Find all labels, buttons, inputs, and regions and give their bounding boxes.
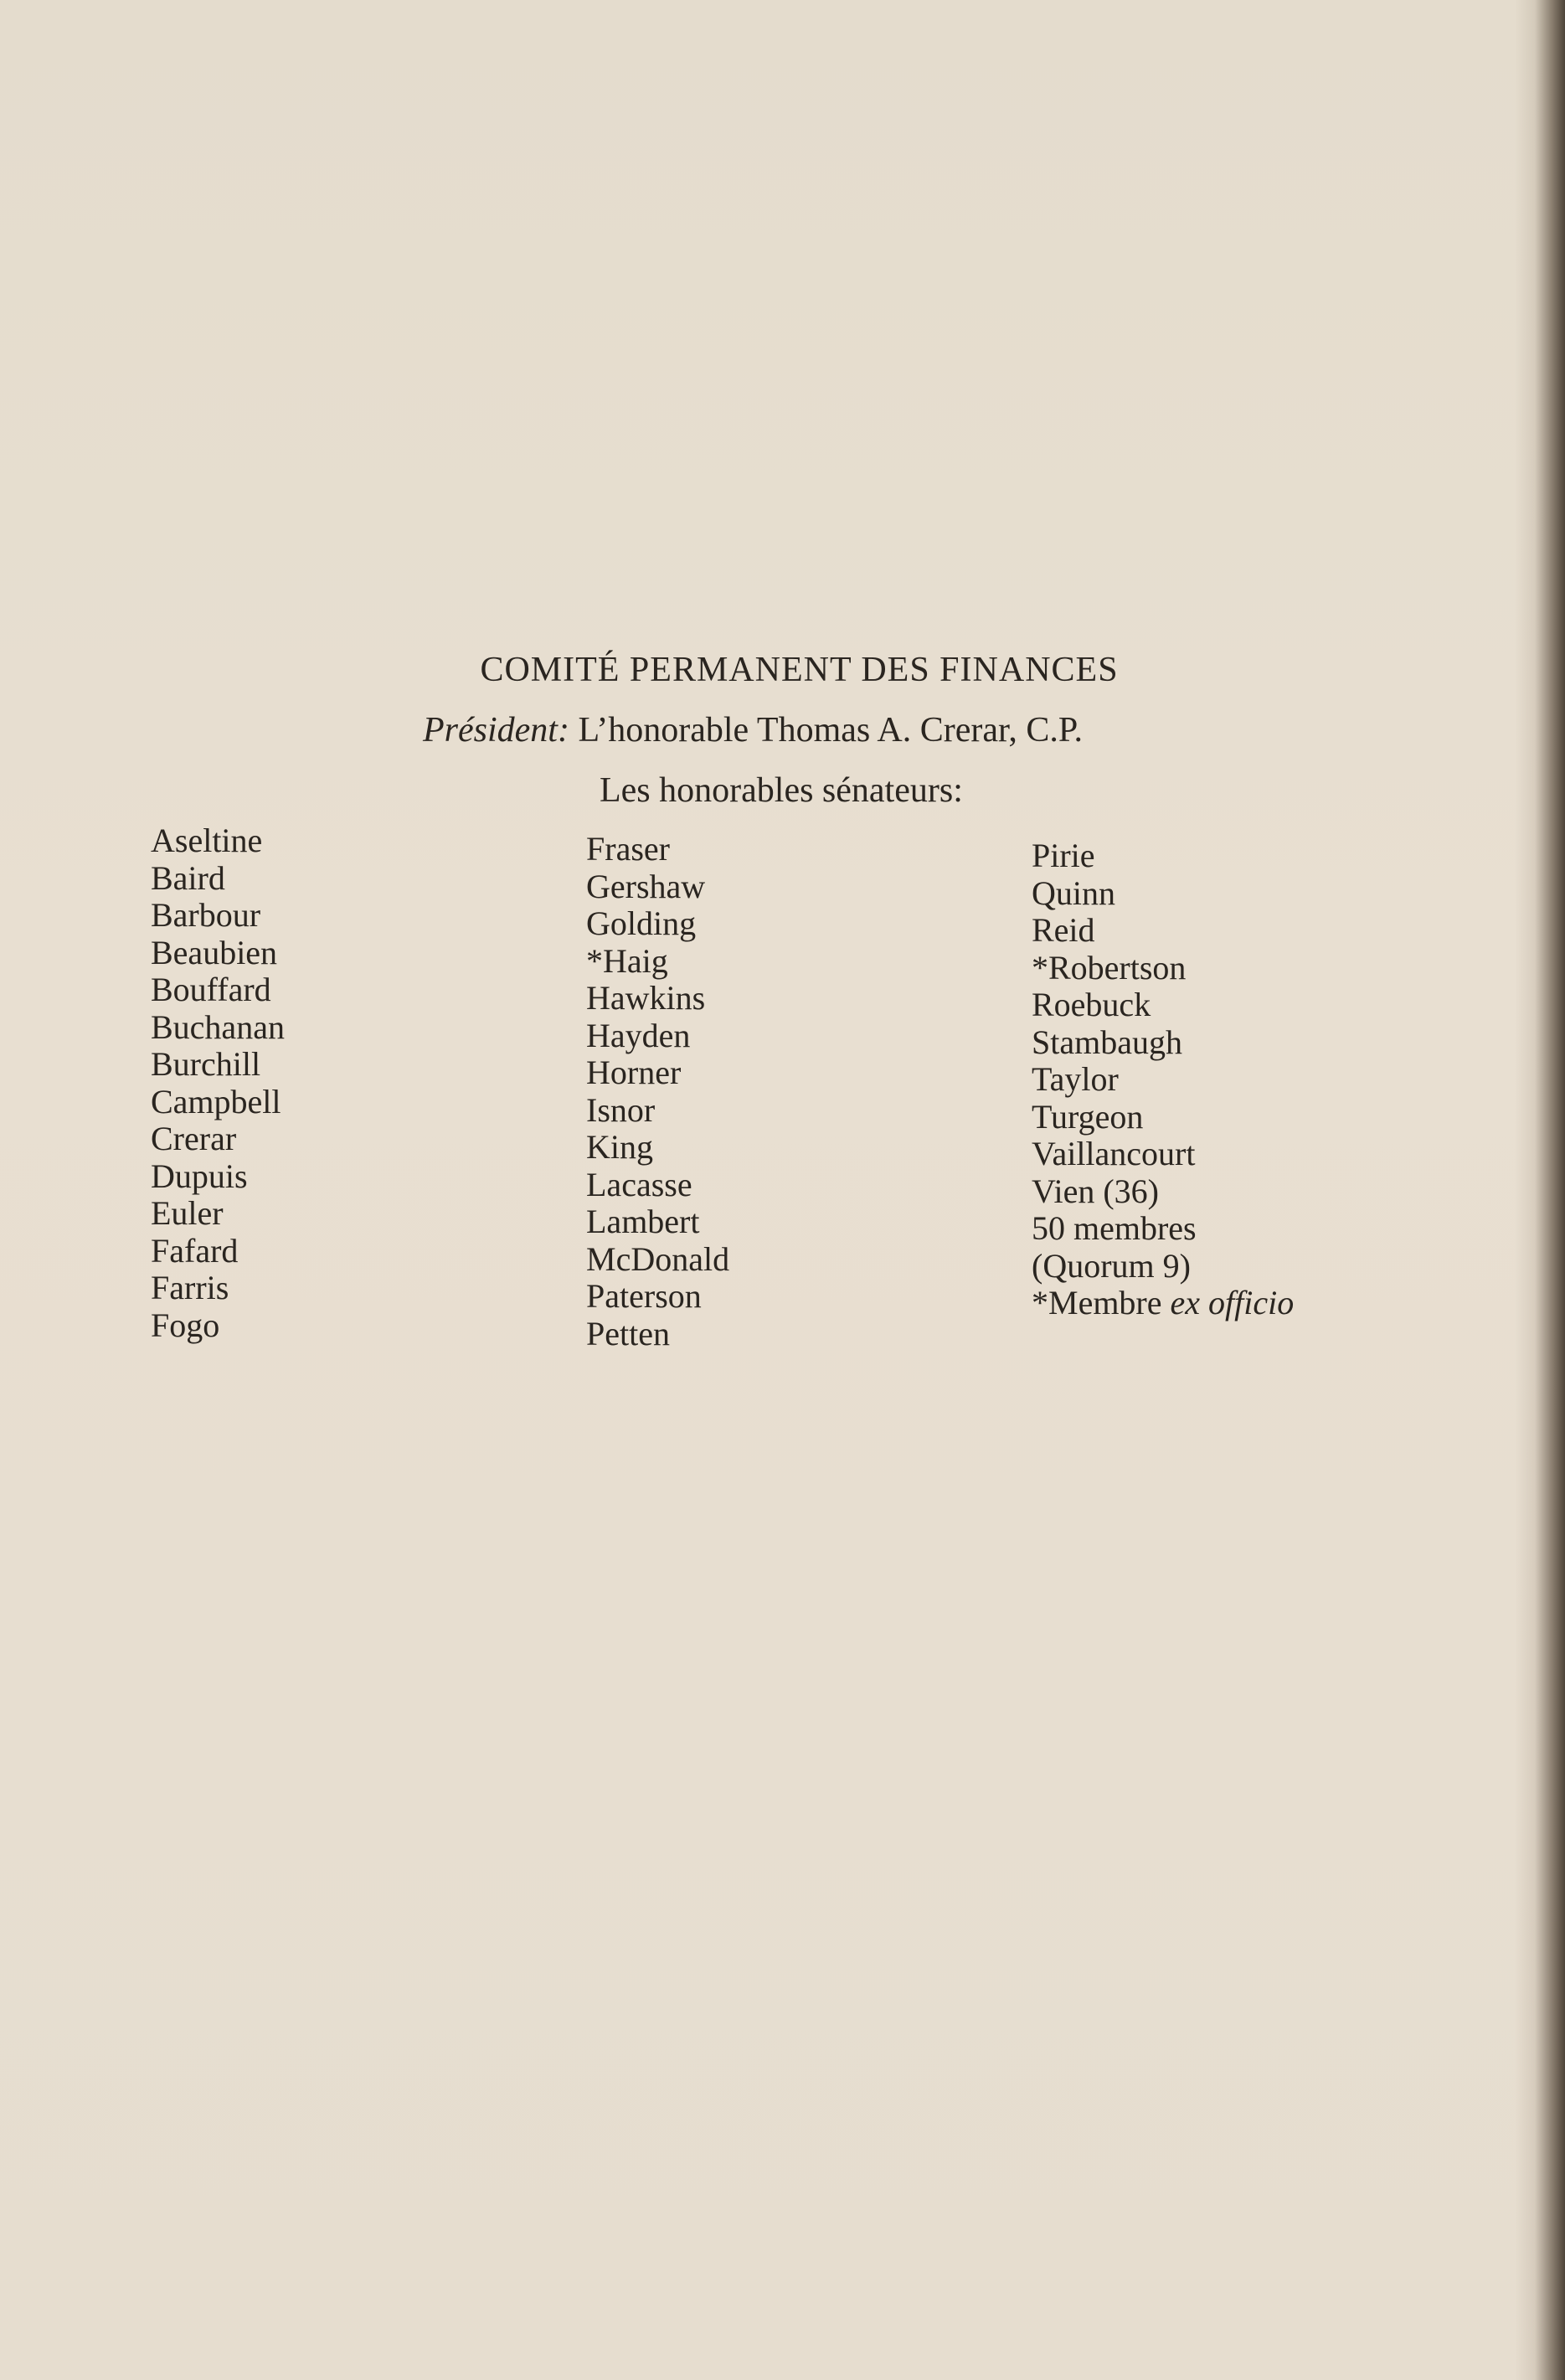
senator-column-2 — [586, 831, 729, 1352]
senator-name: Crerar — [151, 1120, 237, 1157]
senator-name: Campbell — [151, 1082, 281, 1120]
page-spine-shadow — [1515, 0, 1565, 2380]
senator-name: Pirie — [1032, 837, 1095, 874]
senator-name: Dupuis — [151, 1157, 248, 1195]
senator-name: Roebuck — [1032, 986, 1151, 1023]
senator-name: McDonald — [586, 1239, 730, 1278]
senator-column-3 — [1032, 837, 1294, 1322]
senator-name: King — [586, 1128, 653, 1166]
committee-heading-text: COMITÉ PERMANENT DES FINANCES — [480, 651, 1119, 689]
senator-name: Lambert — [586, 1203, 700, 1240]
senator-name: Bouffard — [151, 971, 271, 1008]
president-label: Président: — [423, 711, 569, 750]
senator-column-1 — [151, 822, 285, 1344]
senator-name: *Haig — [586, 941, 668, 980]
senator-name: Hayden — [586, 1016, 691, 1054]
quorum-note: (Quorum 9) — [1032, 1246, 1191, 1285]
senator-name: Hawkins — [586, 979, 706, 1017]
senator-name: Fraser — [586, 830, 670, 868]
president-line — [423, 710, 1083, 750]
senator-name: Barbour — [151, 896, 261, 934]
footnote-prefix: *Membre — [1032, 1284, 1171, 1321]
senator-name: Lacasse — [586, 1165, 692, 1203]
senator-name: Taylor — [1032, 1060, 1119, 1098]
senator-name: Paterson — [586, 1277, 702, 1315]
president-name: L’honorable Thomas A. Crerar, C.P. — [578, 711, 1084, 750]
ex-officio-footnote — [1032, 1285, 1294, 1322]
senator-name: Petten — [586, 1314, 670, 1352]
senator-name: Buchanan — [151, 1007, 285, 1046]
senator-name: Vaillancourt — [1032, 1135, 1196, 1172]
senator-name: Aseltine — [151, 822, 263, 859]
footnote-italic: ex officio — [1170, 1284, 1295, 1321]
senator-name: Stambaugh — [1032, 1023, 1182, 1061]
senator-name: Farris — [151, 1269, 229, 1306]
committee-heading — [0, 650, 1565, 690]
senators-label: Les honorables sénateurs: — [600, 771, 963, 810]
senator-name: Reid — [1032, 911, 1095, 949]
senator-name: Baird — [151, 858, 225, 897]
senator-name: Golding — [586, 904, 697, 942]
senator-name: Euler — [151, 1194, 224, 1232]
senator-name: *Robertson — [1032, 948, 1187, 987]
senator-name: Isnor — [586, 1090, 656, 1129]
senator-name: Quinn — [1032, 873, 1115, 912]
senator-name: Beaubien — [151, 933, 278, 971]
senator-name: Fafard — [151, 1231, 239, 1270]
senator-name: Burchill — [151, 1045, 261, 1083]
senator-name: Gershaw — [586, 867, 706, 905]
senator-name: Horner — [586, 1053, 682, 1091]
member-count: 50 membres — [1032, 1209, 1197, 1247]
senator-name: Turgeon — [1032, 1097, 1144, 1136]
senator-name: Fogo — [151, 1306, 220, 1344]
senator-name: Vien (36) — [1032, 1172, 1159, 1210]
